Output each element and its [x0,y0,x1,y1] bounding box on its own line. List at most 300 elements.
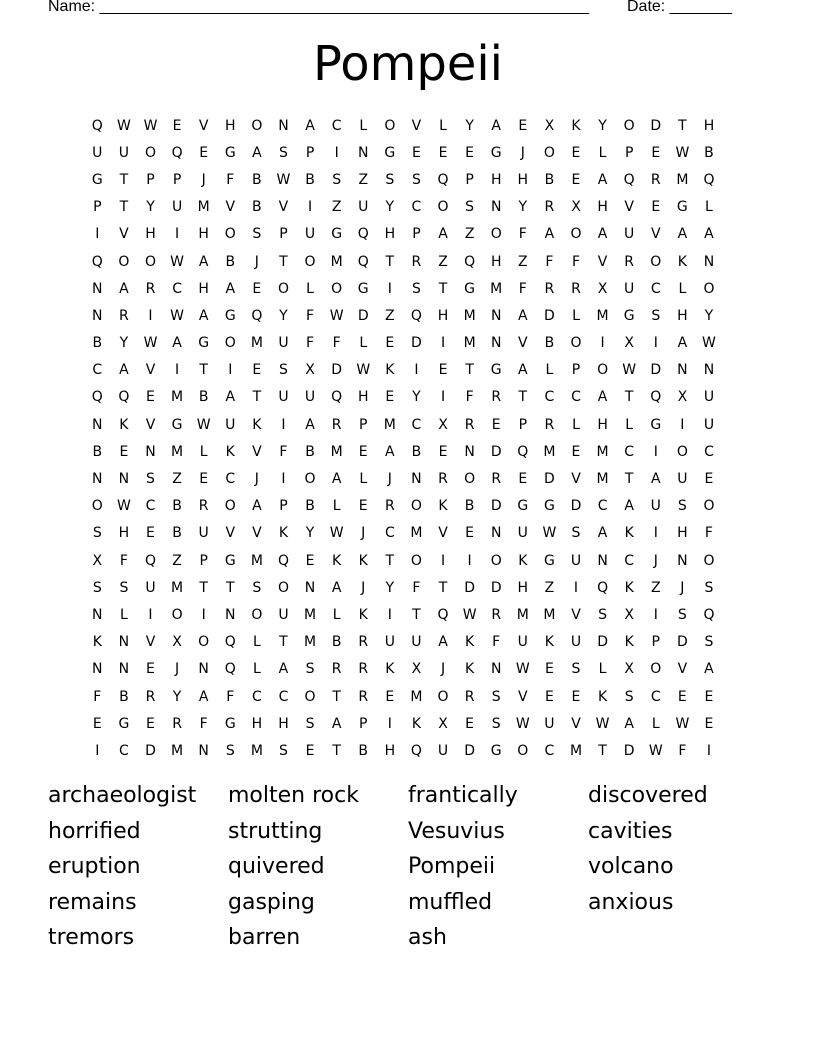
grid-letter: R [491,471,502,488]
grid-letter: U [198,525,209,542]
grid-letter: W [675,715,690,732]
grid-letter: W [170,253,184,270]
grid-letter: R [119,307,129,324]
grid-letter: Q [437,606,449,623]
grid-letter: N [92,416,103,433]
grid-letter: G [198,335,210,352]
grid-letter: S [677,606,687,623]
grid-letter: Q [703,171,715,188]
grid-letter: F [704,525,713,542]
grid-letter: E [571,443,581,460]
grid-letter: A [677,335,688,352]
grid-letter: J [254,471,259,488]
grid-letter: W [143,117,158,134]
grid-letter: G [118,715,130,732]
grid-letter: P [199,552,208,569]
grid-letter: U [544,715,555,732]
grid-letter: T [385,552,395,569]
grid-letter: C [650,280,661,297]
grid-letter: U [411,634,422,651]
grid-letter: N [198,742,209,759]
grid-letter: S [225,742,235,759]
grid-letter: V [438,525,448,542]
grid-letter: J [387,471,392,488]
grid-letter: B [252,199,262,216]
grid-letter: X [411,661,422,678]
grid-letter: J [440,661,446,678]
grid-letter: M [543,606,556,623]
grid-letter: F [226,688,235,705]
grid-letter: O [304,253,316,270]
grid-letter: E [438,362,448,379]
grid-letter: E [438,443,448,460]
grid-letter: I [573,579,579,596]
grid-letter: N [703,362,715,379]
grid-row [84,166,722,193]
grid-letter: S [279,362,288,379]
grid-letter: Q [437,171,449,188]
grid-letter: O [304,688,316,705]
grid-letter: T [438,280,448,297]
grid-letter: G [543,498,555,515]
grid-row [84,710,722,737]
grid-letter: I [334,144,339,161]
grid-letter: X [571,199,581,216]
grid-letter: L [359,335,368,352]
grid-letter: I [653,443,658,460]
word-bank-item: quivered [228,854,325,879]
grid-letter: W [542,525,557,542]
grid-letter: X [305,362,315,379]
grid-letter: N [490,307,502,324]
grid-letter: V [518,335,528,352]
grid-letter: H [384,742,396,759]
grid-letter: A [331,471,342,488]
grid-letter: M [596,471,609,488]
grid-letter: K [624,634,634,651]
grid-letter: N [597,552,608,569]
grid-letter: H [251,715,263,732]
word-bank-item: frantically [408,783,518,808]
grid-letter: B [305,171,315,188]
grid-letter: P [279,226,288,243]
page-title: Pompeii [312,36,504,92]
grid-letter: I [653,335,658,352]
grid-letter: S [252,226,262,243]
grid-letter: A [119,362,129,379]
grid-letter: Q [171,144,183,161]
grid-letter: P [93,199,102,216]
grid-letter: E [651,144,661,161]
grid-letter: Z [358,171,369,188]
grid-letter: X [172,634,182,651]
grid-letter: S [305,661,315,678]
grid-letter: Q [597,579,609,596]
grid-letter: E [438,144,448,161]
grid-letter: A [597,171,608,188]
grid-letter: Q [251,307,263,324]
grid-letter: Z [331,199,342,216]
grid-letter: H [517,171,529,188]
grid-letter: O [277,579,289,596]
grid-letter: I [95,742,100,759]
grid-letter: Q [118,389,130,406]
grid-letter: B [172,498,182,515]
grid-row [84,139,722,166]
grid-letter: U [570,552,582,569]
date-field[interactable]: Date: _______ [627,0,732,15]
grid-letter: I [440,552,446,569]
grid-letter: S [571,525,581,542]
grid-letter: U [171,199,183,216]
grid-letter: E [651,199,661,216]
grid-letter: A [597,226,608,243]
grid-letter: G [224,307,236,324]
grid-letter: T [412,606,421,623]
grid-letter: K [411,715,422,732]
grid-letter: V [119,226,129,243]
grid-letter: M [197,199,210,216]
word-bank-item: Vesuvius [408,818,505,844]
grid-letter: J [175,661,180,678]
grid-letter: W [170,307,184,324]
grid-letter: U [225,416,236,433]
grid-letter: H [118,525,130,542]
grid-row [84,302,722,329]
grid-letter: F [571,253,581,270]
grid-letter: N [118,661,130,678]
grid-letter: A [252,144,262,161]
grid-letter: Q [224,661,236,678]
grid-letter: W [116,498,131,515]
grid-letter: U [92,144,103,161]
grid-letter: N [118,634,130,651]
grid-letter: Q [357,226,369,243]
grid-letter: C [650,688,661,705]
grid-letter: L [359,117,368,134]
grid-letter: K [465,634,475,651]
grid-letter: V [624,199,634,216]
grid-letter: M [490,280,503,297]
grid-letter: E [199,471,209,488]
grid-letter: J [201,171,206,188]
grid-letter: N [145,443,156,460]
grid-letter: Q [623,171,635,188]
grid-letter: I [387,606,392,623]
grid-letter: V [225,525,236,542]
grid-letter: V [571,606,581,623]
grid-letter: D [464,742,475,759]
grid-letter: H [703,117,715,134]
grid-letter: K [597,688,608,705]
grid-letter: A [385,443,395,460]
grid-letter: U [624,226,635,243]
grid-letter: E [518,117,528,134]
grid-letter: Q [703,606,715,623]
grid-letter: S [624,688,634,705]
grid-letter: O [251,606,263,623]
grid-letter: Q [410,742,422,759]
grid-letter: Q [357,253,369,270]
grid-letter: Z [650,579,661,596]
grid-letter: D [490,498,502,515]
grid-letter: N [92,606,103,623]
grid-row [84,601,722,628]
grid-letter: A [119,280,129,297]
grid-letter: M [676,171,689,188]
grid-letter: H [198,280,209,297]
grid-letter: A [624,715,634,732]
grid-letter: M [304,606,317,623]
grid-letter: Y [305,525,315,542]
grid-letter: O [703,280,715,297]
grid-letter: S [279,742,288,759]
grid-letter: Q [144,552,156,569]
grid-row [84,547,722,574]
grid-letter: I [307,199,313,216]
word-bank-item: horrified [48,818,141,844]
grid-letter: E [677,688,687,705]
grid-letter: R [358,634,369,651]
grid-letter: A [252,498,262,515]
grid-letter: N [490,335,502,352]
grid-letter: G [490,742,502,759]
grid-letter: A [677,226,688,243]
grid-letter: A [438,226,448,243]
grid-letter: A [278,661,289,678]
grid-letter: M [463,307,476,324]
grid-letter: K [252,416,262,433]
grid-letter: C [544,389,555,406]
grid-letter: K [92,634,102,651]
grid-letter: E [385,688,395,705]
grid-letter: H [490,171,502,188]
grid-letter: O [650,253,662,270]
grid-letter: R [491,389,502,406]
grid-letter: E [704,715,714,732]
grid-letter: E [305,552,315,569]
word-bank-item: remains [48,889,137,915]
grid-letter: X [624,661,634,678]
grid-letter: O [570,335,582,352]
grid-letter: W [196,416,211,433]
grid-letter: I [440,389,446,406]
grid-letter: O [464,471,476,488]
grid-letter: C [704,443,714,460]
grid-letter: A [225,280,236,297]
grid-letter: Y [518,199,528,216]
grid-letter: Y [465,117,474,134]
grid-letter: J [680,579,685,596]
grid-letter: P [465,171,474,188]
grid-letter: V [145,362,156,379]
grid-letter: T [624,471,634,488]
grid-letter: E [146,715,155,732]
grid-letter: O [490,552,502,569]
grid-letter: G [543,552,555,569]
grid-letter: K [518,552,528,569]
grid-letter: M [516,606,529,623]
grid-letter: X [438,416,448,433]
grid-letter: A [518,362,528,379]
grid-letter: P [412,226,421,243]
grid-letter: V [518,688,528,705]
grid-letter: Q [410,307,422,324]
grid-letter: T [252,389,262,406]
grid-letter: Y [385,199,395,216]
grid-letter: W [702,335,716,352]
grid-letter: S [651,307,661,324]
grid-letter: U [278,389,289,406]
name-field[interactable]: Name: _______________________________________________________ [48,0,589,15]
grid-letter: G [517,498,529,515]
grid-letter: Z [385,307,395,324]
grid-letter: D [411,335,422,352]
grid-letter: F [306,335,315,352]
grid-letter: S [92,579,102,596]
grid-letter: T [279,634,288,651]
grid-letter: B [544,171,555,188]
grid-letter: M [543,443,556,460]
grid-letter: R [544,280,555,297]
grid-letter: M [569,742,583,759]
grid-letter: N [357,144,369,161]
grid-letter: H [437,307,449,324]
header [48,0,748,20]
grid-letter: L [439,117,447,134]
grid-letter: O [597,362,609,379]
grid-letter: O [676,443,688,460]
grid-letter: Q [91,253,103,270]
grid-letter: J [361,525,366,542]
grid-letter: S [279,144,288,161]
grid-letter: H [145,226,156,243]
grid-letter: G [224,715,236,732]
grid-letter: C [92,362,103,379]
grid-letter: E [571,144,581,161]
grid-letter: I [228,362,233,379]
grid-letter: R [491,606,502,623]
grid-letter: F [465,389,474,406]
grid-letter: L [651,715,660,732]
grid-letter: F [279,443,288,460]
grid-letter: L [598,661,607,678]
grid-letter: I [148,606,153,623]
grid-letter: L [705,199,713,216]
grid-letter: W [515,715,530,732]
grid-letter: P [518,416,528,433]
grid-letter: N [92,661,103,678]
grid-letter: N [490,199,502,216]
grid-letter: N [490,661,502,678]
word-bank-item: molten rock [228,783,359,808]
grid-letter: B [172,525,182,542]
grid-letter: B [225,253,236,270]
grid-row [84,737,722,764]
grid-row [84,275,722,302]
grid-letter: U [358,199,369,216]
grid-letter: I [653,525,658,542]
grid-letter: O [490,226,502,243]
grid-letter: L [332,498,341,515]
grid-letter: C [251,688,262,705]
grid-letter: O [144,144,156,161]
grid-letter: O [118,253,130,270]
grid-letter: S [385,171,395,188]
grid-letter: H [517,579,529,596]
grid-letter: W [648,742,663,759]
grid-letter: I [387,715,392,732]
grid-letter: G [171,416,183,433]
grid-letter: O [703,498,715,515]
grid-row [84,357,722,384]
grid-letter: G [650,416,662,433]
grid-letter: U [517,525,528,542]
grid-letter: G [331,226,343,243]
grid-letter: B [92,335,103,352]
grid-letter: O [623,117,635,134]
grid-letter: H [597,199,608,216]
grid-letter: O [304,471,316,488]
grid-letter: H [677,525,688,542]
grid-letter: A [305,117,315,134]
grid-letter: G [464,280,476,297]
grid-letter: D [490,443,502,460]
grid-letter: V [252,525,262,542]
grid-letter: G [490,144,502,161]
grid-letter: Y [598,117,607,134]
grid-letter: K [544,634,554,651]
grid-letter: Y [146,199,155,216]
grid-letter: X [92,552,103,569]
grid-letter: C [597,498,608,515]
grid-letter: T [438,579,448,596]
grid-letter: M [330,253,343,270]
grid-letter: I [387,280,392,297]
grid-letter: F [306,307,315,324]
grid-letter: T [518,389,528,406]
grid-letter: R [172,715,182,732]
grid-letter: P [624,144,634,161]
grid-letter: U [624,280,635,297]
grid-letter: W [143,335,158,352]
grid-letter: E [411,144,421,161]
grid-letter: A [172,335,182,352]
grid-letter: A [331,579,342,596]
grid-letter: U [437,742,449,759]
grid-letter: P [172,171,182,188]
grid-letter: Y [412,389,421,406]
grid-letter: A [624,498,634,515]
grid-letter: N [703,253,715,270]
grid-letter: O [91,498,103,515]
grid-letter: L [598,144,607,161]
grid-letter: T [598,742,607,759]
grid-letter: T [119,171,129,188]
grid-letter: P [359,416,368,433]
grid-letter: E [199,144,209,161]
grid-letter: T [385,253,395,270]
grid-letter: D [570,498,582,515]
word-bank-item: Pompeii [408,854,496,879]
grid-letter: E [465,144,475,161]
grid-letter: E [146,661,155,678]
grid-letter: V [571,471,581,488]
grid-letter: Z [438,253,448,270]
grid-letter: M [304,634,317,651]
grid-letter: C [119,742,129,759]
grid-letter: G [623,307,635,324]
